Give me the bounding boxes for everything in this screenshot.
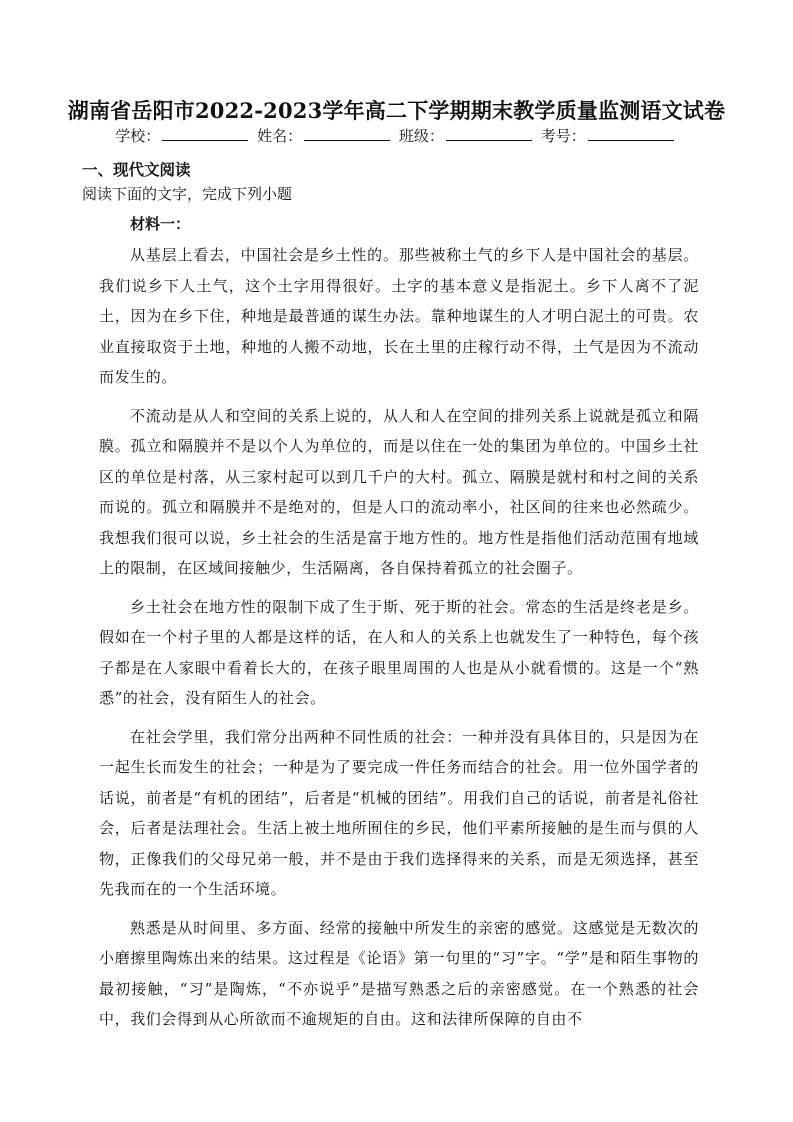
- paragraph: 乡土社会在地方性的限制下成了生于斯、死于斯的社会。常态的生活是终老是乡。假如在一个村子里的人都是这样的话，在人和人的关系上也就发生了一种特色，每个孩子都是在人家眼中看着长大的，在孩子眼里周围的人也是从小就看惯的。这是一个“熟悉”的社会，没有陌生人的社会。: [99, 597, 699, 707]
- number-blank[interactable]: [588, 125, 674, 141]
- section-instruction: 阅读下面的文字，完成下列小题: [82, 185, 293, 203]
- material-label: 材料一：: [130, 215, 191, 233]
- student-info-row: [0, 124, 793, 148]
- paragraph: 熟悉是从时间里、多方面、经常的接触中所发生的亲密的感觉。这感觉是无数次的小磨擦里陶炼出来的结果。这过程是《论语》第一句里的“习”字。“学”是和陌生事物的最初接触，“习”是陶炼，“不亦说乎”是描写熟悉之后的亲密感觉。在一个熟悉的社会中，我们会得到从心所欲而不逾规矩的自由。这和法律所保障的自由不: [99, 918, 699, 1028]
- paragraph: 不流动是从人和空间的关系上说的，从人和人在空间的排列关系上说就是孤立和隔膜。孤立和隔膜并不是以个人为单位的，而是以住在一处的集团为单位的。中国乡土社区的单位是村落，从三家村起可以到几千户的大村。孤立、隔膜是就村和村之间的关系而说的。孤立和隔膜并不是绝对的，但是人口的流动率小，社区间的往来也必然疏少。我想我们很可以说，乡土社会的生活是富于地方性的。地方性是指他们活动范围有地域上的限制，在区域间接触少，生活隔离，各自保持着孤立的社会圈子。: [99, 406, 699, 577]
- exam-title: 湖南省岳阳市2022-2023学年高二下学期期末教学质量监测语文试卷: [67, 98, 726, 123]
- name-label: 姓名：: [257, 127, 303, 145]
- class-blank[interactable]: [446, 125, 532, 141]
- name-blank[interactable]: [304, 125, 390, 141]
- paragraph: 从基层上看去，中国社会是乡土性的。那些被称土气的乡下人是中国社会的基层。我们说乡下人土气，这个土字用得很好。土字的基本意义是指泥土。乡下人离不了泥土，因为在乡下住，种地是最普通的谋生办法。靠种地谋生的人才明白泥土的可贵。农业直接取资于土地，种地的人搬不动地，长在土里的庄稼行动不得，土气是因为不流动而发生的。: [99, 246, 699, 386]
- class-label: 班级：: [398, 127, 444, 145]
- reading-passage: [99, 240, 699, 1043]
- number-label: 考号：: [540, 127, 586, 145]
- paragraph: 在社会学里，我们常分出两种不同性质的社会：一种并没有具体目的，只是因为在一起生长而发生的社会；一种是为了要完成一件任务而结合的社会。用一位外国学者的话说，前者是“有机的团结”，后者是“机械的团结”。用我们自己的话说，前者是礼俗社会，后者是法理社会。生活上被土地所囿住的乡民，他们平素所接触的是生而与俱的人物，正像我们的父母兄弟一般，并不是由于我们选择得来的关系，而是无须选择，甚至先我而在的一个生活环境。: [99, 727, 699, 898]
- section-heading: 一、现代文阅读: [82, 161, 191, 179]
- school-label: 学校：: [115, 127, 161, 145]
- school-blank[interactable]: [162, 125, 248, 141]
